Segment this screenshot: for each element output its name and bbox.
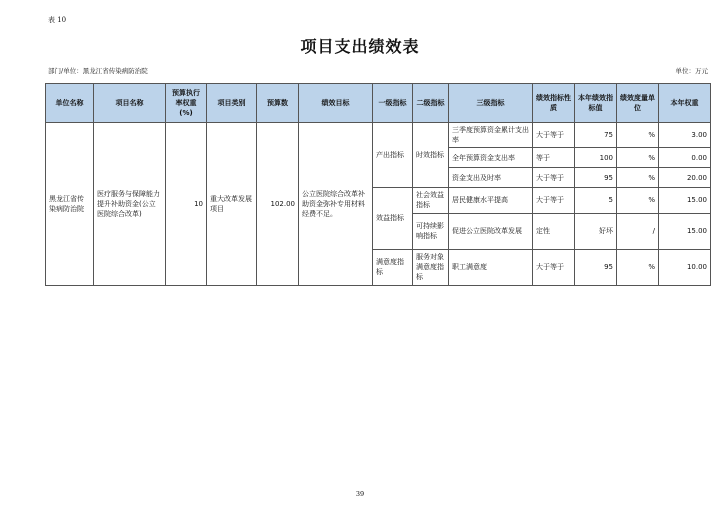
target-value-cell: 95 <box>575 249 617 285</box>
header-level1: 一级指标 <box>373 84 413 123</box>
level3-cell: 三季度预算资金累计支出率 <box>449 123 533 148</box>
measure-unit-cell: / <box>617 213 659 249</box>
target-value-cell: 好坏 <box>575 213 617 249</box>
level3-cell: 全年预算资金支出率 <box>449 148 533 168</box>
header-budget: 预算数 <box>257 84 299 123</box>
level2-cell: 服务对象满意度指标 <box>413 249 449 285</box>
weight-cell: 10.00 <box>659 249 711 285</box>
header-level2: 二级指标 <box>413 84 449 123</box>
nature-cell: 大于等于 <box>533 123 575 148</box>
level3-cell: 职工满意度 <box>449 249 533 285</box>
target-value-cell: 5 <box>575 188 617 213</box>
measure-unit-cell: % <box>617 148 659 168</box>
nature-cell: 等于 <box>533 148 575 168</box>
header-measure-unit: 绩效度量单位 <box>617 84 659 123</box>
level2-cell: 可持续影响指标 <box>413 213 449 249</box>
nature-cell: 大于等于 <box>533 168 575 188</box>
measure-unit-cell: % <box>617 123 659 148</box>
level2-cell: 时效指标 <box>413 123 449 188</box>
budget-cell: 102.00 <box>257 123 299 286</box>
header-goal: 绩效目标 <box>299 84 373 123</box>
weight-cell: 20.00 <box>659 168 711 188</box>
unit-name-cell: 黑龙江省传染病防治院 <box>46 123 94 286</box>
level3-cell: 促进公立医院改革发展 <box>449 213 533 249</box>
level3-cell: 居民健康水平提高 <box>449 188 533 213</box>
project-name-cell: 医疗服务与保障能力提升补助资金(公立医院综合改革) <box>94 123 166 286</box>
level1-cell: 效益指标 <box>373 188 413 249</box>
level3-cell: 资金支出及时率 <box>449 168 533 188</box>
exec-weight-cell: 10 <box>166 123 207 286</box>
nature-cell: 大于等于 <box>533 188 575 213</box>
weight-cell: 0.00 <box>659 148 711 168</box>
level1-cell: 满意度指标 <box>373 249 413 285</box>
measure-unit-cell: % <box>617 249 659 285</box>
nature-cell: 大于等于 <box>533 249 575 285</box>
table-number-label: 表 10 <box>48 16 67 24</box>
header-weight: 本年权重 <box>659 84 711 123</box>
page-number: 39 <box>355 490 365 498</box>
goal-cell: 公立医院综合改革补助资金弥补专用材料经费不足。 <box>299 123 373 286</box>
category-cell: 重大改革发展项目 <box>207 123 257 286</box>
weight-cell: 15.00 <box>659 188 711 213</box>
table-row <box>46 123 711 148</box>
target-value-cell: 75 <box>575 123 617 148</box>
level1-cell: 产出指标 <box>373 123 413 188</box>
level2-cell: 社会效益指标 <box>413 188 449 213</box>
header-nature: 绩效指标性质 <box>533 84 575 123</box>
header-unit-name: 单位名称 <box>46 84 94 123</box>
measure-unit-cell: % <box>617 168 659 188</box>
header-exec-weight: 预算执行率权重(%) <box>166 84 207 123</box>
target-value-cell: 95 <box>575 168 617 188</box>
weight-cell: 15.00 <box>659 213 711 249</box>
weight-cell: 3.00 <box>659 123 711 148</box>
table-header-row <box>46 84 711 123</box>
currency-unit-label: 单位：万元 <box>675 67 708 75</box>
nature-cell: 定性 <box>533 213 575 249</box>
header-project-name: 项目名称 <box>94 84 166 123</box>
performance-table <box>45 83 711 286</box>
department-label: 部门/单位：黑龙江省传染病防治院 <box>48 67 148 75</box>
header-level3: 三级指标 <box>449 84 533 123</box>
page-title: 项目支出绩效表 <box>300 37 420 56</box>
header-target-value: 本年绩效指标值 <box>575 84 617 123</box>
measure-unit-cell: % <box>617 188 659 213</box>
header-category: 项目类别 <box>207 84 257 123</box>
target-value-cell: 100 <box>575 148 617 168</box>
